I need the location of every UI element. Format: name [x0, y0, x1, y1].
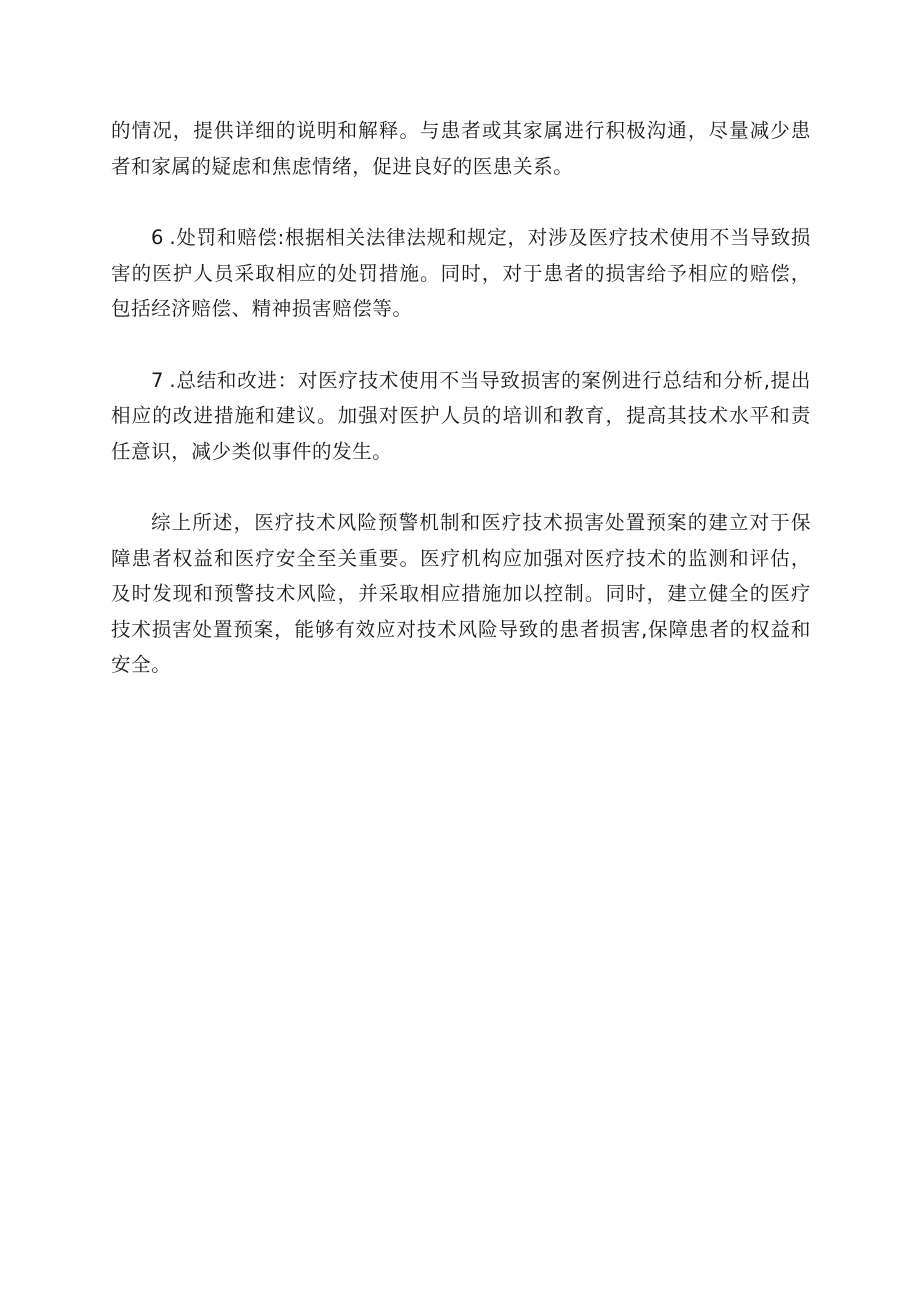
paragraph-item-7: [111, 363, 811, 470]
paragraph-text: 的情况，提供详细的说明和解释。与患者或其家属进行积极沟通，尽量减少患者和家属的疑虑和焦虑情绪，促进良好的医患关系。: [111, 119, 811, 178]
paragraph-summary: [111, 505, 811, 683]
paragraph-continued: [111, 113, 811, 184]
item-number: 7: [151, 368, 170, 392]
paragraph-text: .总结和改进：对医疗技术使用不当导致损害的案例进行总结和分析,提出相应的改进措施和建议。加强对医护人员的培训和教育，提高其技术水平和责任意识，减少类似事件的发生。: [111, 368, 811, 463]
paragraph-text: 综上所述，医疗技术风险预警机制和医疗技术损害处置预案的建立对于保障患者权益和医疗安全至关重要。医疗机构应加强对医疗技术的监测和评估，及时发现和预警技术风险，并采取相应措施加以控制。同时，建立健全的医疗技术损害处置预案，能够有效应对技术风险导致的患者损害,保障患者的权益和安全。: [111, 511, 811, 676]
paragraph-text: .处罚和赔偿:根据相关法律法规和规定，对涉及医疗技术使用不当导致损害的医护人员采取相应的处罚措施。同时，对于患者的损害给予相应的赔偿，包括经济赔偿、精神损害赔偿等。: [111, 226, 811, 320]
item-number: 6: [151, 226, 170, 249]
document-page: [111, 113, 811, 683]
paragraph-item-6: [111, 220, 811, 327]
